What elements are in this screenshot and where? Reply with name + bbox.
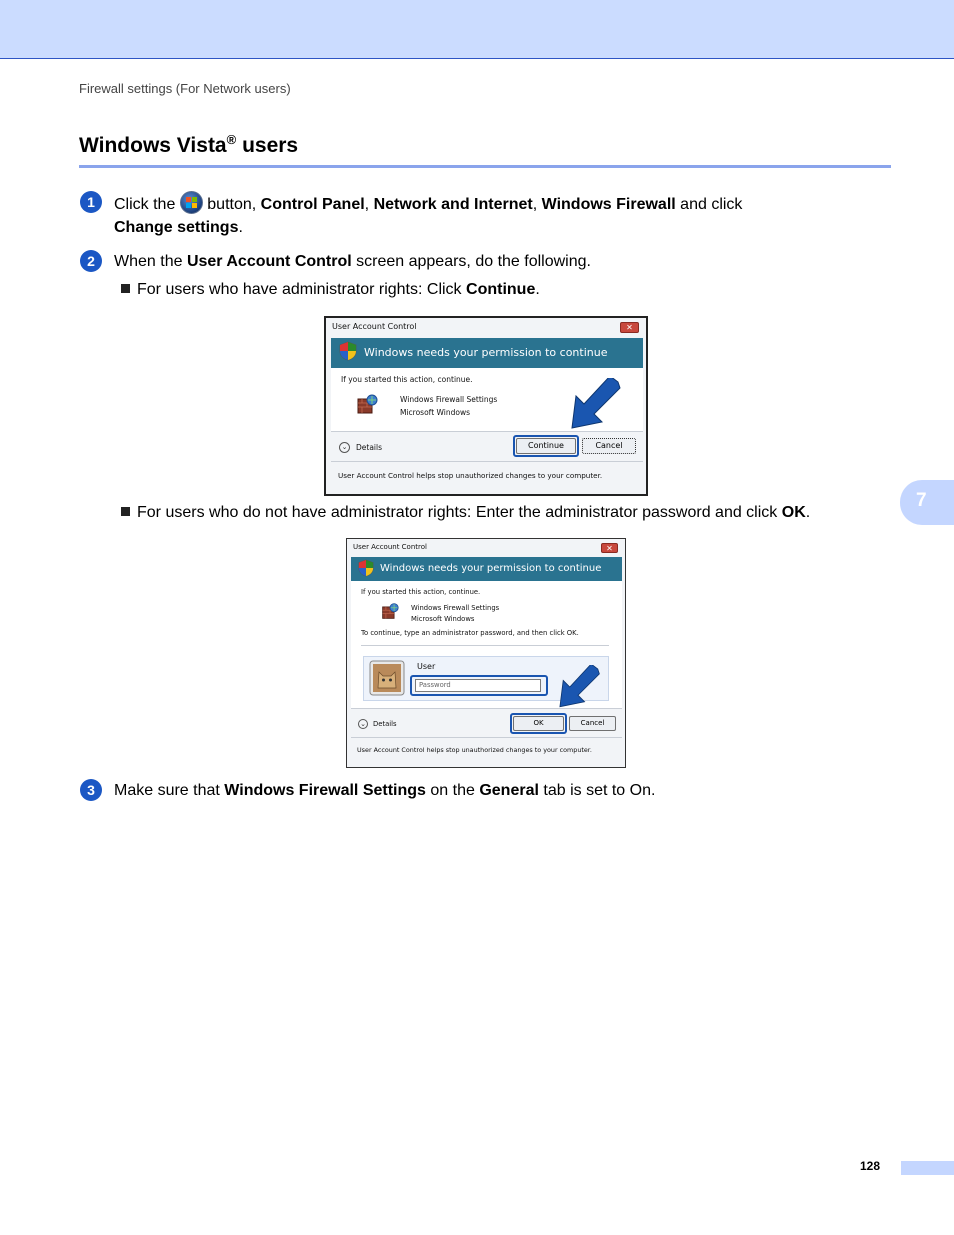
- step-2-t2: screen appears, do the following.: [356, 253, 591, 270]
- cancel-button[interactable]: Cancel: [582, 438, 636, 454]
- step-1-t3: and click: [680, 196, 743, 213]
- step-3-t1: Make sure that: [114, 782, 220, 799]
- bullet-admin-end: .: [535, 281, 540, 298]
- cancel-button[interactable]: Cancel: [569, 716, 616, 731]
- bullet-non-admin: [121, 503, 810, 523]
- bullet-admin: [121, 280, 540, 300]
- expand-chevron-icon[interactable]: ⌄: [339, 442, 350, 453]
- separator: [361, 645, 609, 646]
- separator-footer: [351, 737, 622, 738]
- step-2-uac: User Account Control: [186, 253, 352, 270]
- firewall-icon: [381, 602, 399, 620]
- dialog-heading-bar: [351, 557, 622, 581]
- step-2-t1: When the: [114, 253, 183, 270]
- step-2-text: [114, 250, 814, 273]
- dialog-footer: User Account Control helps stop unauthorized changes to your computer.: [338, 471, 603, 480]
- bullet-square: [121, 507, 130, 516]
- bullet-non-admin-bold: OK: [781, 504, 806, 521]
- uac-dialog-admin: [324, 316, 648, 496]
- bullet-admin-text: For users who have administrator rights: Click: [137, 281, 462, 298]
- dialog-title: User Account Control: [332, 322, 417, 331]
- bullet-square: [121, 284, 130, 293]
- dialog-heading: Windows needs your permission to continue: [364, 346, 608, 359]
- registered-mark: ®: [226, 132, 237, 147]
- start-orb-icon: [180, 191, 203, 214]
- dialog-instruction: If you started this action, continue.: [361, 588, 481, 596]
- close-button[interactable]: ✕: [620, 322, 639, 333]
- publisher-name: Microsoft Windows: [411, 615, 475, 623]
- password-input[interactable]: Password: [415, 679, 541, 692]
- shield-icon: [339, 341, 357, 361]
- page-number: 128: [860, 1159, 881, 1173]
- page-number-bar: [901, 1161, 954, 1175]
- arrow-pointer-icon: [555, 665, 601, 709]
- continue-button[interactable]: Continue: [516, 438, 576, 454]
- step-3-t3: tab is set to On.: [543, 782, 656, 799]
- separator: [331, 431, 643, 432]
- expand-chevron-icon[interactable]: ⌄: [358, 719, 368, 729]
- details-link[interactable]: Details: [356, 443, 383, 452]
- password-instruction: To continue, type an administrator password, and then click OK.: [361, 629, 579, 637]
- step-3-general: General: [479, 782, 539, 799]
- bullet-admin-bold: Continue: [466, 281, 536, 298]
- step-1-t2: button,: [207, 196, 257, 213]
- arrow-pointer-icon: [566, 378, 622, 430]
- step-number-3: 3: [80, 779, 102, 801]
- firewall-icon: [356, 393, 378, 415]
- step-3-firewall-settings: Windows Firewall Settings: [224, 782, 426, 799]
- step-1-change-settings: Change settings: [114, 219, 239, 236]
- step-1-end: .: [238, 219, 243, 236]
- step-1-sep2: ,: [532, 196, 538, 213]
- running-head: Firewall settings (For Network users): [79, 81, 291, 96]
- separator-footer: [331, 461, 643, 462]
- chapter-tab: 7: [900, 480, 954, 525]
- publisher-name: Microsoft Windows: [400, 408, 470, 417]
- dialog-heading: Windows needs your permission to continue: [380, 563, 602, 574]
- step-1-windows-firewall: Windows Firewall: [541, 196, 676, 213]
- user-picture-icon: [369, 660, 405, 696]
- step-3-text: [114, 779, 814, 802]
- dialog-instruction: If you started this action, continue.: [341, 375, 473, 384]
- shield-icon: [358, 559, 374, 577]
- dialog-title: User Account Control: [353, 543, 427, 551]
- section-title-text: Windows Vista: [79, 134, 227, 157]
- program-name: Windows Firewall Settings: [411, 604, 500, 612]
- step-3-t2: on the: [430, 782, 475, 799]
- title-rule: [79, 165, 891, 168]
- step-number-2: 2: [80, 250, 102, 272]
- bullet-non-admin-text: For users who do not have administrator rights: Enter the administrator password and click: [137, 504, 778, 521]
- step-1-sep1: ,: [364, 196, 370, 213]
- step-1-t1: Click the: [114, 196, 176, 213]
- section-title: [79, 132, 298, 158]
- dialog-footer: User Account Control helps stop unauthorized changes to your computer.: [357, 746, 592, 754]
- bullet-non-admin-end: .: [805, 504, 811, 521]
- details-link[interactable]: Details: [373, 720, 397, 728]
- header-band: [0, 0, 954, 59]
- user-label: User: [417, 662, 436, 671]
- separator-actions: [351, 708, 622, 709]
- dialog-heading-bar: [331, 338, 643, 368]
- step-1-control-panel: Control Panel: [260, 196, 365, 213]
- section-title-suffix: users: [242, 134, 299, 157]
- step-1-network-internet: Network and Internet: [373, 196, 533, 213]
- program-name: Windows Firewall Settings: [400, 395, 498, 404]
- step-number-1: 1: [80, 191, 102, 213]
- ok-button[interactable]: OK: [513, 716, 564, 731]
- step-1-text: [114, 191, 814, 239]
- uac-dialog-standard: [346, 538, 626, 768]
- close-button[interactable]: ✕: [601, 543, 618, 553]
